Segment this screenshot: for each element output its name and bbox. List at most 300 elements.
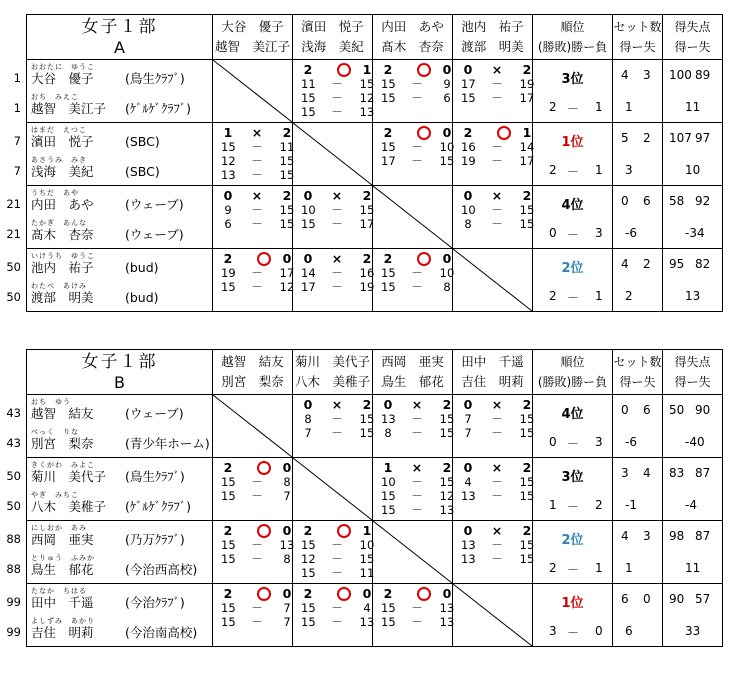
game-points-for: 7 — [464, 412, 472, 426]
wl-dash: － — [567, 291, 580, 305]
sets-won: 2 — [383, 62, 393, 77]
rank-cell — [533, 249, 613, 312]
team-header-1 — [213, 15, 293, 60]
game-points-against: 13 — [359, 615, 375, 629]
player-line — [31, 134, 160, 149]
points-cell — [663, 123, 723, 186]
wl-dash: － — [567, 626, 580, 640]
player-furigana: とりゅう ふみか — [31, 554, 95, 562]
game-dash: － — [411, 412, 423, 426]
game-score — [293, 615, 375, 629]
match-cell-self — [213, 395, 293, 458]
player-line — [31, 227, 184, 242]
points-header-line-1: 得失点 — [674, 20, 711, 34]
player-club: (ｹﾞﾙｹﾞｸﾗﾌﾞ) — [125, 101, 192, 116]
game-points-for: 17 — [381, 154, 396, 168]
player-club: (ウェーブ) — [125, 406, 184, 421]
seed-number: 21 — [6, 227, 21, 241]
points-for: 50 — [669, 403, 685, 417]
losses-count: 1 — [595, 100, 603, 114]
team-players-cell — [6, 521, 213, 584]
team-header-2 — [293, 350, 373, 395]
game-dash: － — [411, 154, 423, 168]
player-furigana: おおたに ゆうこ — [31, 63, 95, 71]
wins-count: 2 — [549, 289, 557, 303]
sets-lost: 1 — [362, 523, 372, 538]
match-result — [453, 399, 532, 412]
sets-lost: 2 — [442, 397, 452, 412]
rank-header — [533, 350, 613, 395]
game-score — [213, 538, 295, 552]
team-header-player-2: 吉住 明莉 — [461, 374, 524, 389]
game-dash: － — [251, 140, 263, 154]
player-name: 西岡 亜実 — [31, 532, 94, 547]
points-against: 90 — [695, 403, 711, 417]
match-cell-self — [293, 458, 373, 521]
player-furigana: たなか ちはる — [31, 587, 87, 595]
game-points-against: 12 — [439, 489, 455, 503]
game-points-against: 15 — [359, 552, 375, 566]
game-dash: － — [491, 203, 503, 217]
points-against: 57 — [695, 592, 711, 606]
game-dash: － — [331, 566, 343, 580]
point-difference: 33 — [685, 624, 701, 638]
player-line — [31, 406, 184, 421]
rank-cell — [533, 584, 613, 647]
game-dash: － — [491, 77, 503, 91]
sets-lost: 0 — [282, 251, 292, 266]
game-points-against: 15 — [519, 475, 535, 489]
rank-cell — [533, 521, 613, 584]
rank-cell — [533, 395, 613, 458]
win-circle-icon — [257, 587, 271, 601]
game-score — [293, 77, 375, 91]
loss-mark — [489, 462, 505, 475]
player-furigana: べっく りな — [31, 428, 79, 436]
game-points-against: 19 — [519, 77, 535, 91]
player-name: 渡部 明美 — [31, 290, 94, 305]
game-dash: － — [331, 538, 343, 552]
game-points-against: 7 — [283, 615, 291, 629]
wins-count: 2 — [549, 100, 557, 114]
loss-cross-icon: × — [491, 188, 503, 203]
game-score — [213, 280, 295, 294]
match-cell — [293, 521, 373, 584]
wl-dash: － — [567, 563, 580, 577]
loss-mark — [329, 190, 345, 203]
game-score — [453, 538, 535, 552]
sets-header — [613, 15, 663, 60]
sets-won: 2 — [223, 523, 233, 538]
player-entry — [31, 282, 159, 305]
match-result — [293, 190, 372, 203]
game-score — [373, 426, 455, 440]
game-points-against: 10 — [359, 538, 375, 552]
sets-won: 2 — [303, 586, 313, 601]
sets-won-total: 5 — [621, 131, 629, 145]
player-entry — [31, 126, 160, 149]
team-row — [27, 584, 723, 647]
player-line — [31, 595, 185, 610]
points-against: 87 — [695, 466, 711, 480]
win-circle-icon — [337, 63, 351, 77]
team-players-cell — [6, 249, 213, 312]
sets-lost: 2 — [282, 125, 292, 140]
set-difference: 3 — [625, 163, 633, 177]
sets-won: 2 — [223, 251, 233, 266]
sets-won-total: 6 — [621, 592, 629, 606]
win-circle-icon — [417, 63, 431, 77]
losses-count: 1 — [595, 289, 603, 303]
player-entry — [31, 461, 185, 484]
rank-header-line-1: 順位 — [560, 20, 585, 34]
points-cell — [663, 60, 723, 123]
player-club: (ｹﾞﾙｹﾞｸﾗﾌﾞ) — [125, 499, 192, 514]
diagonal-stroke — [453, 584, 532, 646]
team-row — [27, 395, 723, 458]
match-result — [373, 64, 452, 77]
loss-mark — [489, 399, 505, 412]
seed-number: 7 — [13, 134, 21, 148]
game-points-against: 4 — [363, 601, 371, 615]
team-header-player-2: 浅海 美紀 — [301, 39, 364, 54]
sets-cell — [613, 249, 663, 312]
team-header-player-2: 髙木 杏奈 — [381, 39, 444, 54]
match-cell — [453, 458, 533, 521]
team-header-player-2: 別宮 梨奈 — [221, 374, 284, 389]
points-cell — [663, 521, 723, 584]
game-points-against: 13 — [439, 601, 455, 615]
game-points-against: 9 — [443, 77, 451, 91]
losses-count: 2 — [595, 498, 603, 512]
game-score — [213, 266, 295, 280]
sets-header-line-2: 得ー失 — [619, 375, 656, 389]
match-result — [373, 127, 452, 140]
game-score — [293, 203, 375, 217]
sets-lost: 2 — [522, 188, 532, 203]
losses-count: 0 — [595, 624, 603, 638]
game-score — [213, 616, 292, 629]
wins-count: 3 — [549, 624, 557, 638]
game-dash: － — [251, 615, 263, 629]
game-dash: － — [251, 168, 263, 182]
game-points-against: 15 — [439, 475, 455, 489]
sets-lost: 2 — [362, 397, 372, 412]
wins-count: 2 — [549, 561, 557, 575]
group-block: A — [114, 38, 125, 57]
game-points-for: 9 — [224, 203, 232, 217]
game-points-for: 17 — [301, 280, 316, 294]
sets-lost: 0 — [282, 460, 292, 475]
team-players-cell — [6, 395, 213, 458]
rank-cell — [533, 123, 613, 186]
team-row — [27, 60, 723, 123]
rank-value: 1位 — [561, 135, 584, 150]
match-cell-self — [453, 249, 533, 312]
match-cell — [373, 584, 453, 647]
game-points-against: 7 — [283, 489, 291, 503]
team-header-1 — [213, 350, 293, 395]
losses-count: 1 — [595, 163, 603, 177]
game-points-for: 15 — [461, 91, 476, 105]
wins-count: 0 — [549, 226, 557, 240]
match-cell-self — [293, 123, 373, 186]
sets-won-total: 0 — [621, 403, 629, 417]
game-points-for: 15 — [301, 601, 316, 615]
match-result — [293, 253, 372, 266]
team-players-cell — [13, 60, 213, 123]
team-header-player-1: 田中 千遥 — [461, 354, 524, 369]
team-header-2 — [293, 15, 373, 60]
player-furigana: おち ゆう — [31, 398, 71, 406]
game-score — [293, 552, 375, 566]
team-row — [27, 458, 723, 521]
diagonal-line — [373, 186, 452, 248]
sets-lost-total: 0 — [643, 592, 651, 606]
sets-lost: 2 — [442, 460, 452, 475]
loss-mark — [489, 190, 505, 203]
points-for: 100 — [669, 68, 692, 82]
game-points-against: 15 — [359, 77, 375, 91]
player-line — [31, 562, 198, 577]
match-cell — [373, 60, 453, 123]
sets-won-total: 0 — [621, 194, 629, 208]
game-dash: － — [411, 615, 423, 629]
player-furigana: よしずみ あかり — [31, 617, 95, 625]
game-dash: － — [491, 552, 503, 566]
game-dash: － — [251, 266, 263, 280]
game-dash: － — [331, 412, 343, 426]
game-score — [293, 602, 372, 615]
group-title-cell — [27, 15, 213, 60]
losses-count: 3 — [595, 226, 603, 240]
loss-cross-icon: × — [491, 62, 503, 77]
player-name: 八木 美稚子 — [31, 499, 107, 514]
game-score — [453, 412, 535, 426]
player-club: (ウェーブ) — [125, 197, 184, 212]
rank-value: 4位 — [561, 198, 584, 213]
game-dash: － — [491, 154, 503, 168]
loss-cross-icon: × — [491, 523, 503, 538]
game-score — [213, 602, 292, 615]
win-circle-icon — [257, 252, 271, 266]
team-row — [27, 249, 723, 312]
game-score — [453, 77, 535, 91]
player-furigana: たかぎ あんな — [31, 219, 87, 227]
diagonal-stroke — [213, 60, 292, 122]
game-points-against: 13 — [279, 538, 295, 552]
game-dash: － — [331, 615, 343, 629]
sets-lost: 2 — [282, 188, 292, 203]
match-cell — [293, 186, 373, 249]
seed-number: 1 — [13, 101, 21, 115]
game-dash: － — [251, 154, 263, 168]
game-dash: － — [251, 203, 263, 217]
game-points-against: 13 — [439, 503, 455, 517]
game-points-against: 17 — [279, 266, 295, 280]
game-dash: － — [331, 217, 343, 231]
diagonal-line — [453, 584, 532, 646]
team-header-player-1: 大谷 優子 — [221, 19, 284, 34]
sets-lost: 0 — [282, 523, 292, 538]
loss-mark — [329, 399, 345, 412]
match-cell — [213, 123, 293, 186]
sets-won: 2 — [303, 523, 313, 538]
game-points-against: 15 — [519, 426, 535, 440]
game-points-for: 13 — [461, 552, 476, 566]
game-points-against: 13 — [359, 105, 375, 119]
match-cell — [373, 249, 453, 312]
game-points-for: 8 — [304, 412, 312, 426]
game-score — [373, 601, 455, 615]
loss-mark — [249, 127, 265, 140]
player-name: 大谷 優子 — [31, 71, 94, 86]
sets-cell — [613, 60, 663, 123]
game-dash: － — [491, 475, 503, 489]
game-dash: － — [491, 538, 503, 552]
seed-number: 99 — [6, 625, 21, 639]
match-result — [453, 64, 532, 77]
group-title: 女子１部 — [81, 352, 158, 372]
set-difference: 1 — [625, 100, 633, 114]
game-dash: － — [491, 412, 503, 426]
match-cell — [373, 458, 453, 521]
loss-cross-icon: × — [491, 397, 503, 412]
game-score — [293, 105, 375, 119]
sets-cell — [613, 395, 663, 458]
player-club: (鳥生ｸﾗﾌﾞ) — [125, 71, 185, 86]
game-dash: － — [491, 217, 503, 231]
seed-number: 43 — [6, 406, 21, 420]
team-row — [27, 186, 723, 249]
game-score — [373, 412, 455, 426]
game-score — [213, 140, 295, 154]
game-dash: － — [411, 426, 423, 440]
team-header-4 — [453, 350, 533, 395]
player-entry — [31, 428, 210, 451]
game-score — [373, 266, 455, 280]
match-cell — [453, 60, 533, 123]
group-title: 女子１部 — [81, 17, 158, 37]
match-cell — [293, 249, 373, 312]
game-score — [293, 538, 375, 552]
player-club: (ウェーブ) — [125, 227, 184, 242]
wl-dash: － — [567, 102, 580, 116]
team-header-4 — [453, 15, 533, 60]
win-circle-icon — [497, 126, 511, 140]
league-table-a — [6, 14, 723, 312]
game-points-for: 15 — [301, 91, 316, 105]
match-cell-self — [373, 521, 453, 584]
set-difference: -6 — [625, 435, 637, 449]
player-name: 濱田 悦子 — [31, 134, 94, 149]
seed-number: 88 — [6, 562, 21, 576]
sets-cell — [613, 186, 663, 249]
sets-won: 1 — [223, 125, 233, 140]
game-points-against: 10 — [439, 266, 455, 280]
game-points-against: 15 — [439, 426, 455, 440]
loss-cross-icon: × — [491, 460, 503, 475]
game-score — [213, 217, 295, 231]
sets-lost: 2 — [522, 397, 532, 412]
points-header — [663, 350, 723, 395]
loss-cross-icon: × — [411, 460, 423, 475]
game-dash: － — [411, 489, 423, 503]
player-entry — [31, 524, 185, 547]
rank-value: 1位 — [561, 596, 584, 611]
player-club: (bud) — [125, 260, 159, 275]
game-points-for: 19 — [461, 154, 476, 168]
loss-mark — [249, 190, 265, 203]
player-line — [31, 625, 198, 640]
player-club: (今治西高校) — [125, 562, 198, 577]
team-header-player-1: 菊川 美代子 — [294, 354, 370, 369]
game-points-for: 15 — [221, 140, 236, 154]
loss-cross-icon: × — [411, 397, 423, 412]
game-points-against: 15 — [279, 168, 295, 182]
set-difference: -6 — [625, 226, 637, 240]
diagonal-line — [373, 521, 452, 583]
match-result — [293, 525, 372, 538]
game-dash: － — [491, 140, 503, 154]
seed-number: 99 — [6, 595, 21, 609]
player-furigana: きくがわ みよこ — [31, 461, 95, 469]
game-score — [213, 203, 295, 217]
seed-number: 50 — [6, 290, 21, 304]
match-result — [213, 462, 292, 475]
rank-value: 2位 — [561, 533, 584, 548]
team-players-cell — [13, 123, 213, 186]
game-points-for: 13 — [461, 489, 476, 503]
seed-number: 50 — [6, 260, 21, 274]
seed-number: 43 — [6, 436, 21, 450]
header-row — [27, 15, 723, 60]
game-points-against: 8 — [283, 552, 291, 566]
game-dash: － — [411, 266, 423, 280]
wl-dash: － — [567, 228, 580, 242]
match-result — [373, 253, 452, 266]
game-dash: － — [331, 601, 343, 615]
game-points-against: 15 — [439, 412, 455, 426]
win-circle-icon — [417, 126, 431, 140]
sets-lost: 0 — [442, 251, 452, 266]
player-entry — [31, 252, 159, 275]
sets-won: 2 — [383, 251, 393, 266]
match-cell — [373, 123, 453, 186]
game-points-against: 15 — [439, 154, 455, 168]
player-club: (今治南高校) — [125, 625, 198, 640]
match-result — [373, 462, 452, 475]
game-dash: － — [331, 77, 343, 91]
wins-count: 0 — [549, 435, 557, 449]
game-points-against: 8 — [283, 475, 291, 489]
wins-count: 1 — [549, 498, 557, 512]
sets-won: 0 — [303, 188, 313, 203]
points-header-line-1: 得失点 — [674, 355, 711, 369]
points-against: 92 — [695, 194, 711, 208]
sets-header — [613, 350, 663, 395]
team-header-3 — [373, 15, 453, 60]
loss-mark — [409, 462, 425, 475]
points-for: 107 — [669, 131, 692, 145]
player-entry — [31, 189, 184, 212]
player-entry — [31, 156, 160, 179]
loss-cross-icon: × — [331, 188, 343, 203]
player-name: 田中 千遥 — [31, 595, 94, 610]
match-cell — [213, 584, 293, 647]
game-points-for: 12 — [221, 154, 236, 168]
game-points-for: 19 — [221, 266, 236, 280]
